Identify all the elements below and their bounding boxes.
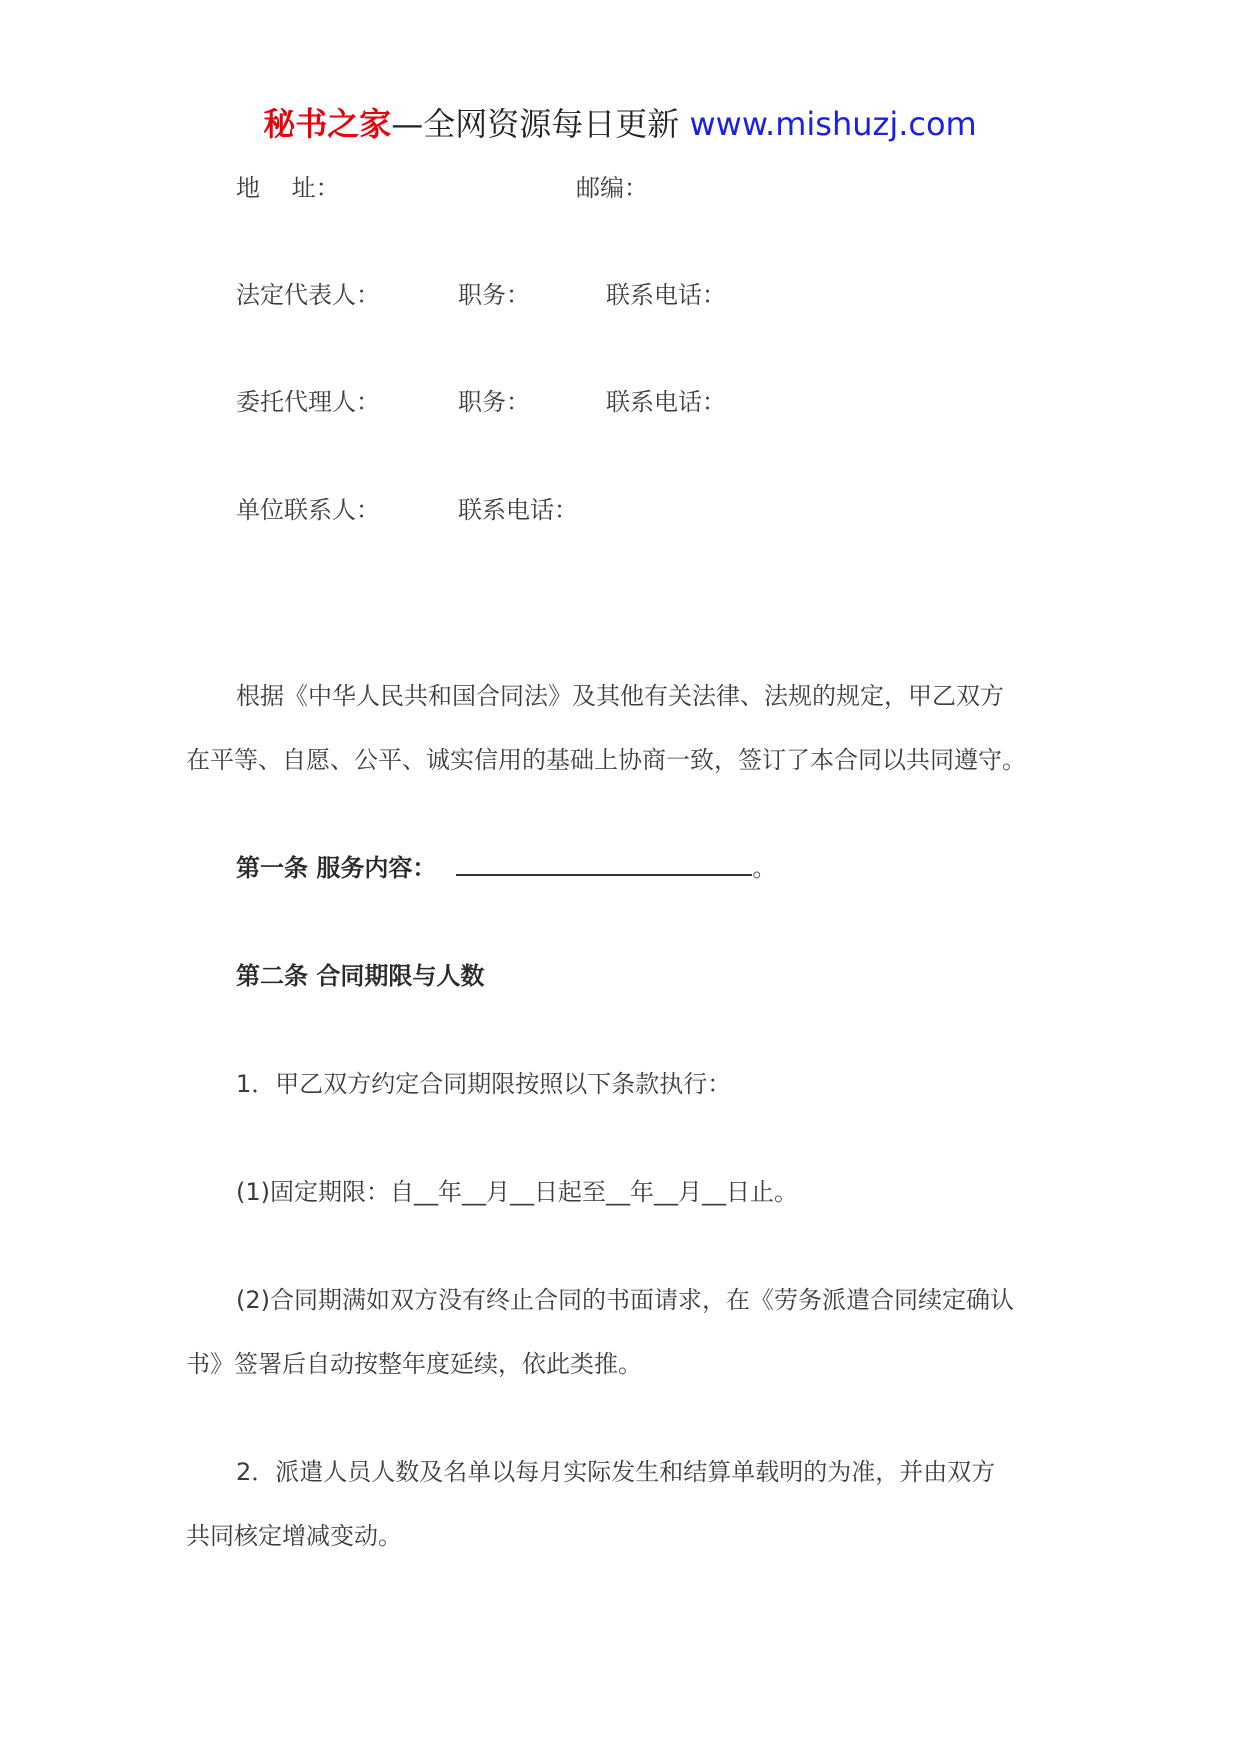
legal-rep-row	[236, 277, 1036, 313]
position-label-1: 职务：	[458, 281, 530, 309]
contact-label: 单位联系人：	[236, 496, 380, 524]
site-header	[0, 100, 1240, 148]
article-2-item-1: 1．甲乙双方约定合同期限按照以下条款执行：	[236, 1070, 732, 1098]
article-1-period: 。	[752, 854, 777, 882]
article-2-item-1-2-line-2: 书》签署后自动按整年度延续，依此类推。	[186, 1350, 642, 1378]
preamble-line-1: 根据《中华人民共和国合同法》及其他有关法律、法规的规定，甲乙双方	[236, 682, 1004, 710]
service-content-blank	[456, 850, 752, 876]
phone-label-1: 联系电话：	[606, 281, 726, 309]
position-label-2: 职务：	[458, 388, 530, 416]
article-2-title: 第二条 合同期限与人数	[236, 962, 485, 990]
phone-label-2: 联系电话：	[606, 388, 726, 416]
site-url-link[interactable]: www.mishuzj.com	[689, 105, 977, 143]
article-1-heading	[236, 850, 776, 886]
article-1-title: 第一条 服务内容：	[236, 854, 437, 882]
article-2-item-1-2-line-1: (2)合同期满如双方没有终止合同的书面请求，在《劳务派遣合同续定确认	[236, 1286, 1014, 1314]
contact-row	[236, 492, 1036, 528]
address-row	[236, 170, 1036, 206]
article-2-item-1-1: (1)固定期限：自__年__月__日起至__年__月__日止。	[236, 1178, 798, 1206]
address-label: 地 址：	[236, 174, 340, 202]
phone-label-3: 联系电话：	[458, 496, 578, 524]
postcode-label: 邮编：	[576, 174, 648, 202]
agent-label: 委托代理人：	[236, 388, 380, 416]
article-2-item-2-line-1: 2．派遣人员人数及名单以每月实际发生和结算单载明的为准，并由双方	[236, 1458, 996, 1486]
article-2-item-2-line-2: 共同核定增减变动。	[186, 1522, 402, 1550]
brand-name: 秘书之家	[263, 105, 392, 143]
legal-rep-label: 法定代表人：	[236, 281, 380, 309]
agent-row	[236, 384, 1036, 420]
preamble-line-2: 在平等、自愿、公平、诚实信用的基础上协商一致，签订了本合同以共同遵守。	[186, 746, 1026, 774]
header-tagline: —全网资源每日更新	[391, 105, 690, 143]
